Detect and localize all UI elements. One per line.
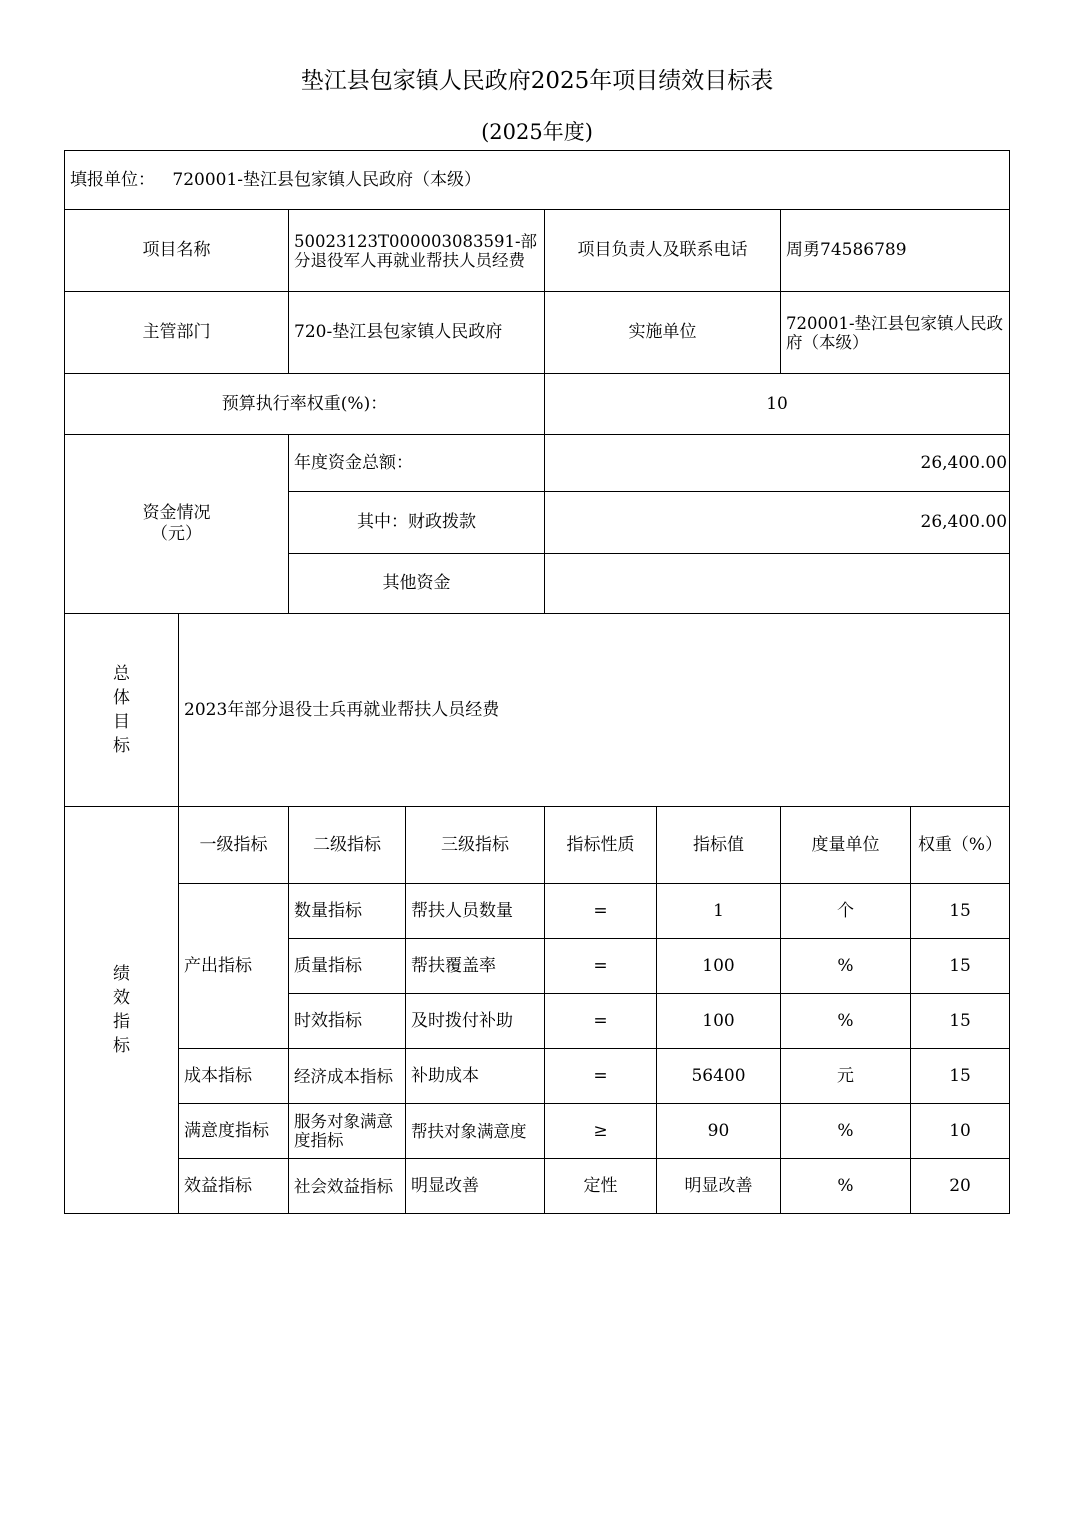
header-level1: 一级指标 xyxy=(179,807,289,884)
overall-goal-char: 目 xyxy=(113,712,130,732)
unit-cell: % xyxy=(781,994,911,1049)
value-cell: 100 xyxy=(657,994,781,1049)
nature-cell: = xyxy=(545,939,657,994)
overall-goal-char: 标 xyxy=(113,736,130,756)
unit-cell: % xyxy=(781,1104,911,1159)
budget-rate-row xyxy=(65,374,1010,435)
level2-cell: 服务对象满意度指标 xyxy=(289,1104,406,1159)
overall-goal-char: 总 xyxy=(113,664,130,684)
level1-cell: 产出指标 xyxy=(179,884,289,1049)
nature-cell: = xyxy=(545,994,657,1049)
funds-other-value xyxy=(545,554,1010,614)
performance-target-table xyxy=(64,150,1010,1214)
unit-cell: % xyxy=(781,939,911,994)
nature-cell: = xyxy=(545,1049,657,1104)
funds-total-row xyxy=(65,435,1010,492)
filing-unit-row xyxy=(65,151,1010,210)
unit-cell: % xyxy=(781,1159,911,1214)
weight-cell: 15 xyxy=(911,939,1010,994)
value-cell: 100 xyxy=(657,939,781,994)
department-label: 主管部门 xyxy=(65,292,289,374)
table-row xyxy=(65,1049,1010,1104)
nature-cell: = xyxy=(545,884,657,939)
impl-unit-value: 720001-垫江县包家镇人民政府（本级） xyxy=(781,292,1010,374)
table-row xyxy=(65,884,1010,939)
project-row xyxy=(65,210,1010,292)
nature-cell: 定性 xyxy=(545,1159,657,1214)
level2-cell: 经济成本指标 xyxy=(289,1049,406,1104)
project-contact-label: 项目负责人及联系电话 xyxy=(545,210,781,292)
table-row xyxy=(65,1104,1010,1159)
level2-cell: 数量指标 xyxy=(289,884,406,939)
level3-cell: 帮扶对象满意度 xyxy=(406,1104,545,1159)
overall-goal-text: 2023年部分退役士兵再就业帮扶人员经费 xyxy=(179,614,1010,807)
header-value: 指标值 xyxy=(657,807,781,884)
funds-other-label: 其他资金 xyxy=(289,554,545,614)
level3-cell: 明显改善 xyxy=(406,1159,545,1214)
funds-fiscal-value: 26,400.00 xyxy=(545,492,1010,554)
value-cell: 90 xyxy=(657,1104,781,1159)
table-row xyxy=(65,1159,1010,1214)
performance-label-char: 指 xyxy=(113,1012,130,1032)
header-nature: 指标性质 xyxy=(545,807,657,884)
header-unit: 度量单位 xyxy=(781,807,911,884)
budget-rate-label: 预算执行率权重(%)： xyxy=(65,374,545,435)
level3-cell: 帮扶人员数量 xyxy=(406,884,545,939)
header-level2: 二级指标 xyxy=(289,807,406,884)
funds-fiscal-label: 其中：财政拨款 xyxy=(289,492,545,554)
nature-cell: ≥ xyxy=(545,1104,657,1159)
header-level3: 三级指标 xyxy=(406,807,545,884)
value-cell: 明显改善 xyxy=(657,1159,781,1214)
performance-label xyxy=(65,807,179,1214)
funds-label-line1: 资金情况 xyxy=(142,503,211,523)
level3-cell: 补助成本 xyxy=(406,1049,545,1104)
funds-total-label: 年度资金总额： xyxy=(289,435,545,492)
performance-label-char: 绩 xyxy=(113,964,130,984)
level2-cell: 社会效益指标 xyxy=(289,1159,406,1214)
level1-cell: 成本指标 xyxy=(179,1049,289,1104)
header-weight: 权重（%） xyxy=(911,807,1010,884)
page-subtitle: (2025年度) xyxy=(481,120,593,144)
project-contact-value: 周勇74586789 xyxy=(781,210,1010,292)
performance-label-char: 标 xyxy=(113,1036,130,1056)
filing-unit-label: 填报单位： xyxy=(70,169,155,190)
weight-cell: 15 xyxy=(911,994,1010,1049)
project-name-value: 50023123T000003083591-部分退役军人再就业帮扶人员经费 xyxy=(289,210,545,292)
filing-unit-cell xyxy=(65,151,1010,210)
overall-goal-row xyxy=(65,614,1010,807)
level1-cell: 满意度指标 xyxy=(179,1104,289,1159)
weight-cell: 15 xyxy=(911,884,1010,939)
unit-cell: 元 xyxy=(781,1049,911,1104)
project-name-label: 项目名称 xyxy=(65,210,289,292)
level3-cell: 及时拨付补助 xyxy=(406,994,545,1049)
weight-cell: 15 xyxy=(911,1049,1010,1104)
unit-cell: 个 xyxy=(781,884,911,939)
weight-cell: 10 xyxy=(911,1104,1010,1159)
impl-unit-label: 实施单位 xyxy=(545,292,781,374)
department-row xyxy=(65,292,1010,374)
performance-label-char: 效 xyxy=(113,988,130,1008)
overall-goal-label xyxy=(65,614,179,807)
department-value: 720-垫江县包家镇人民政府 xyxy=(289,292,545,374)
level1-cell: 效益指标 xyxy=(179,1159,289,1214)
level2-cell: 质量指标 xyxy=(289,939,406,994)
level2-cell: 时效指标 xyxy=(289,994,406,1049)
level3-cell: 帮扶覆盖率 xyxy=(406,939,545,994)
filing-unit-value: 720001-垫江县包家镇人民政府（本级） xyxy=(172,169,482,190)
funds-label xyxy=(65,435,289,614)
page-title: 垫江县包家镇人民政府2025年项目绩效目标表 xyxy=(300,68,774,94)
performance-header-row xyxy=(65,807,1010,884)
overall-goal-char: 体 xyxy=(113,688,130,708)
weight-cell: 20 xyxy=(911,1159,1010,1214)
budget-rate-value: 10 xyxy=(545,374,1010,435)
funds-total-value: 26,400.00 xyxy=(545,435,1010,492)
funds-label-line2: （元） xyxy=(151,524,202,544)
value-cell: 1 xyxy=(657,884,781,939)
value-cell: 56400 xyxy=(657,1049,781,1104)
